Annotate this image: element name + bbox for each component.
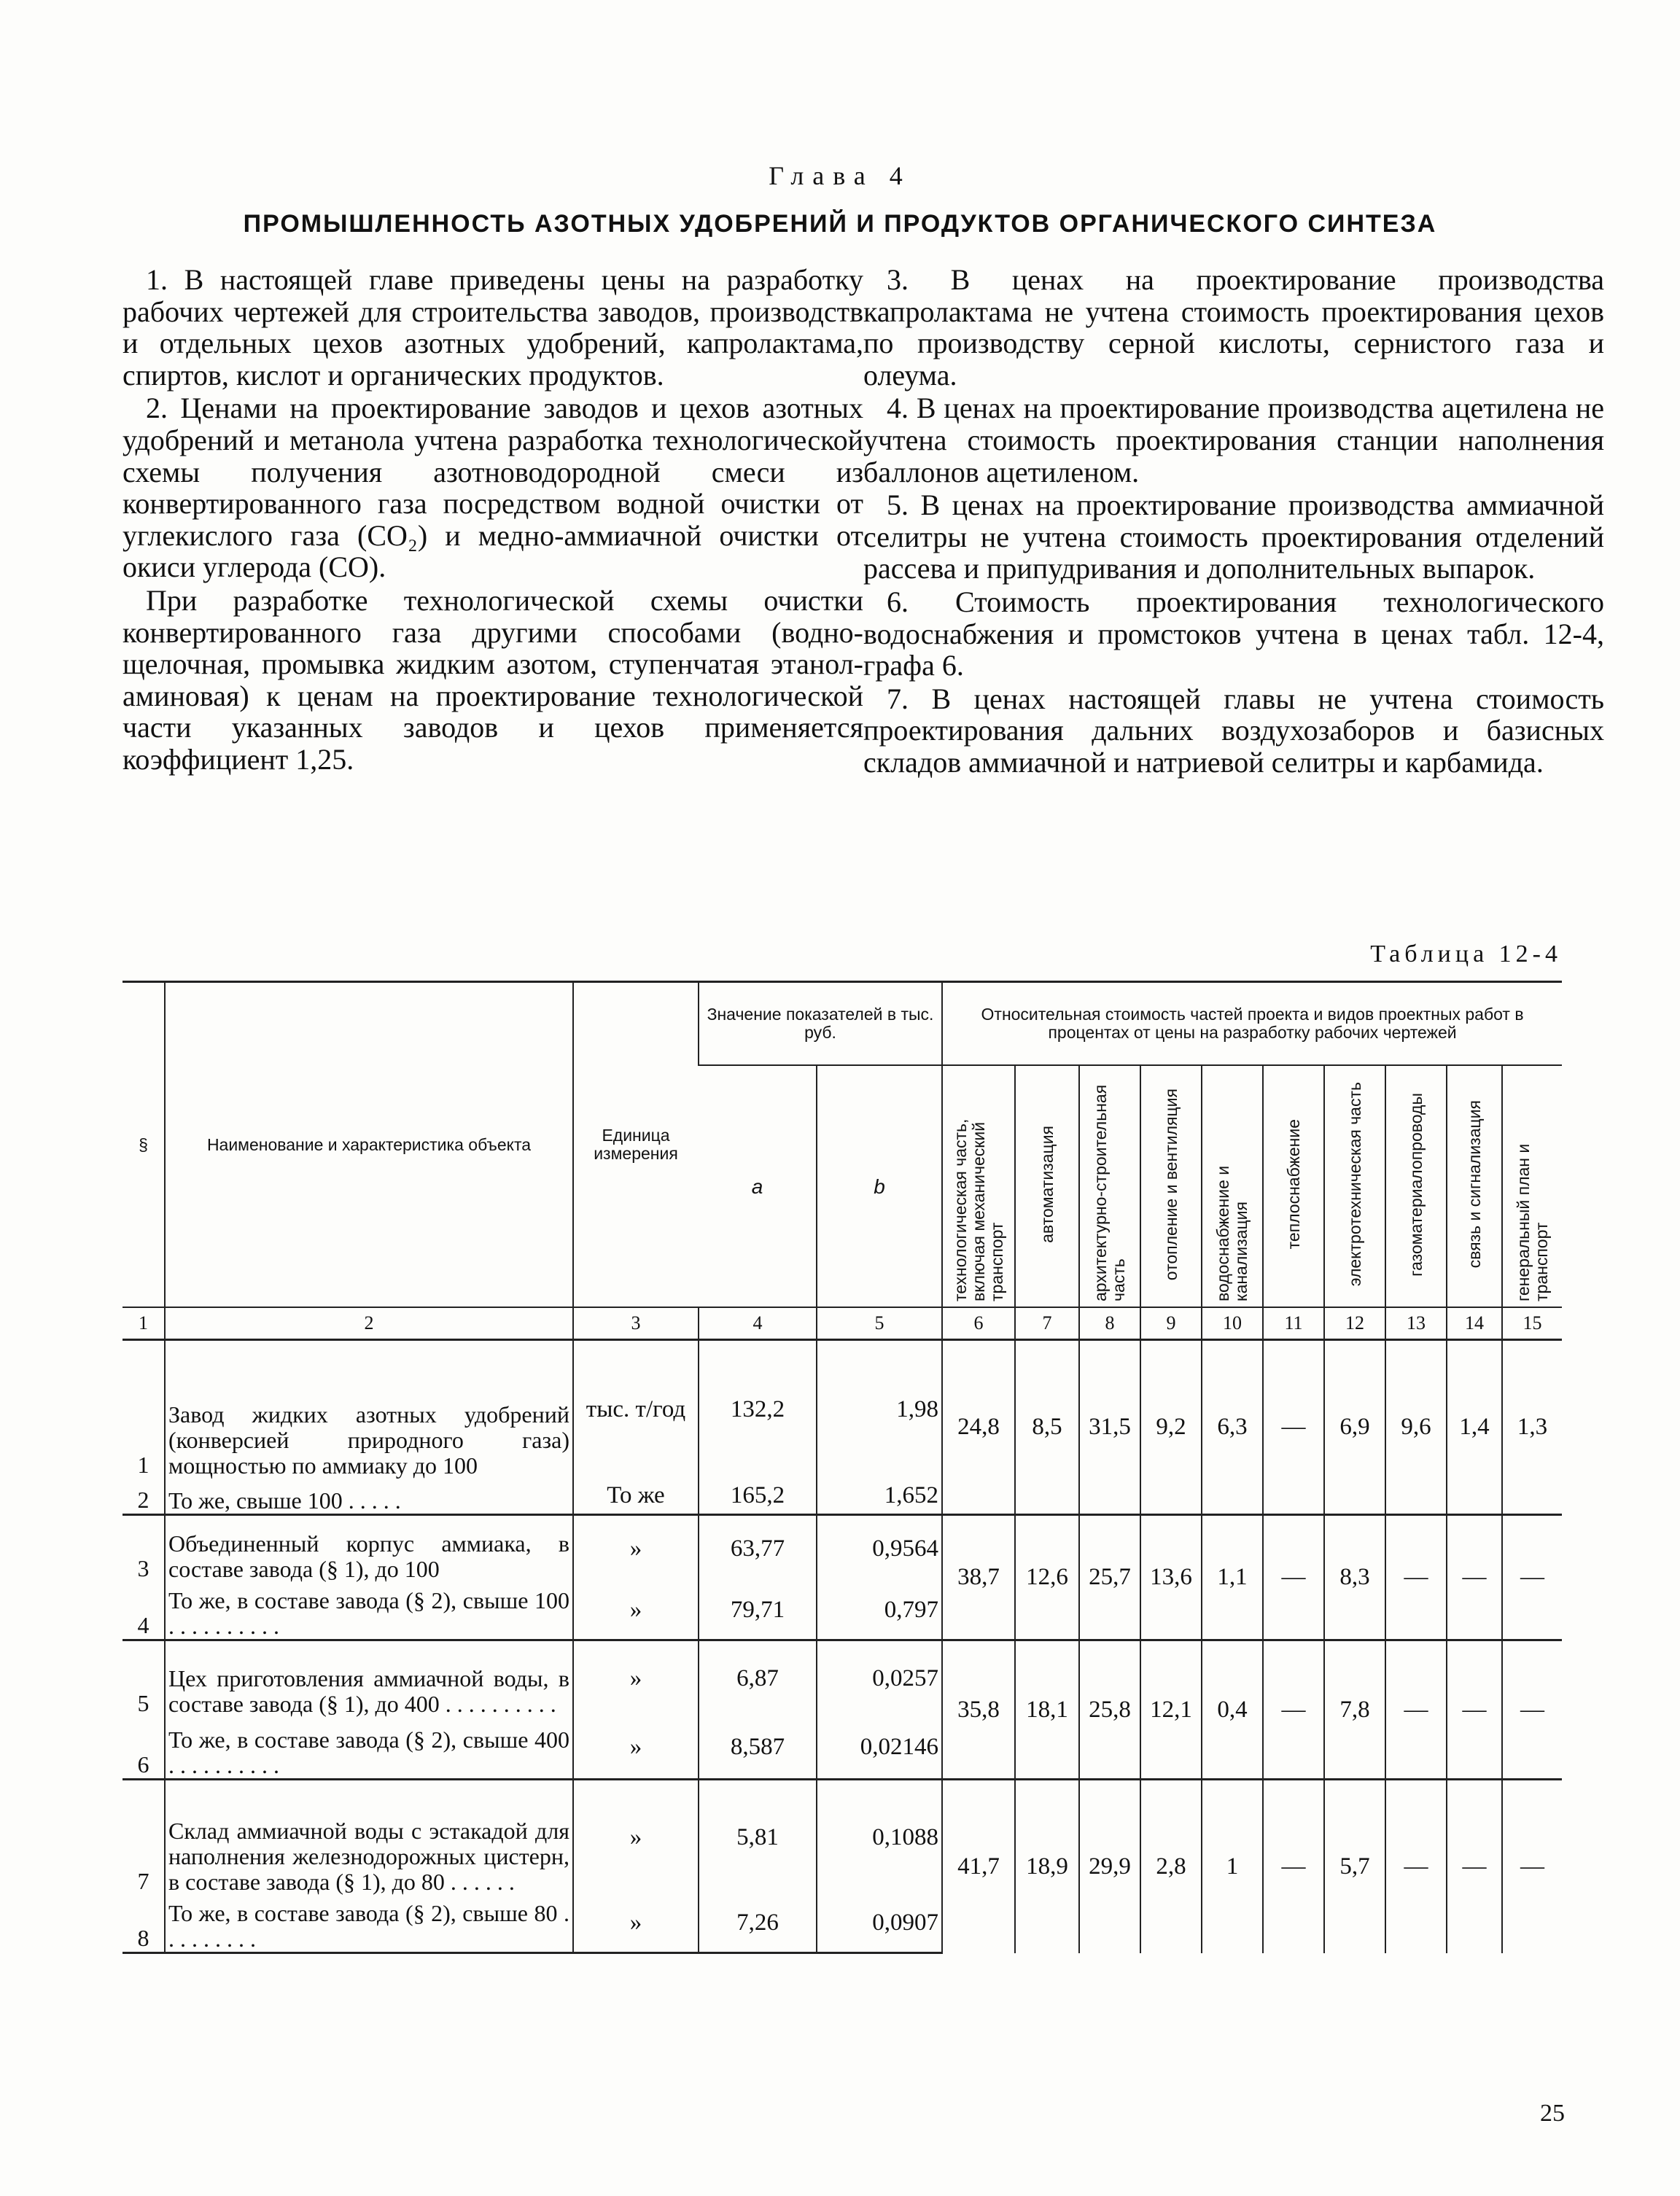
share-value: — [1447,1780,1502,1953]
row-name: То же, в составе завода (§ 2), свыше 400 . . . . . . . . . . [165,1717,573,1780]
share-value: 7,8 [1324,1640,1385,1780]
header-share: генеральный план и транспорт [1513,1143,1551,1301]
share-value: 35,8 [942,1640,1015,1780]
share-value: — [1385,1780,1447,1953]
share-value: 25,7 [1079,1515,1140,1640]
table-row [122,1340,1562,1479]
header-share: связь и сигнализация [1464,1100,1484,1269]
header-share: газоматериалопроводы [1406,1092,1426,1277]
share-value: — [1385,1515,1447,1640]
column-number: 1 [122,1307,165,1340]
row-section: 8 [122,1895,165,1953]
row-unit: » [573,1515,699,1582]
row-section: 6 [137,1751,149,1778]
share-value: 29,9 [1079,1780,1140,1953]
table-body [122,1340,1562,1953]
row-unit: тыс. т/год [573,1340,699,1479]
column-number: 8 [1079,1307,1140,1340]
row-value-b: 0,0257 [817,1640,942,1717]
share-value: 18,9 [1015,1780,1079,1953]
header-unit: Единица измерения [573,982,699,1308]
table-row [122,1640,1562,1717]
table-row [122,1780,1562,1895]
share-value: 6,3 [1202,1340,1263,1515]
row-unit: » [573,1640,699,1717]
row-value-a: 79,71 [699,1582,817,1640]
row-unit: » [573,1895,699,1953]
paragraph: 5. В ценах на проектирование производства аммиачной селитры не учтена стоимость проектирования отделений рассева и припудривания и дополнительных выпарок. [863,488,1604,585]
row-section: 1 [122,1340,165,1479]
page-number: 25 [1540,2100,1565,2127]
row-section: 4 [137,1612,149,1638]
share-value: 9,2 [1140,1340,1202,1515]
share-value: 1,1 [1202,1515,1263,1640]
row-value-a: 7,26 [699,1895,817,1953]
header-shares-group: Относительная стоимость частей проекта и видов проектных работ в процентах от цены на разработку рабочих чертежей [942,982,1562,1066]
share-value: 38,7 [942,1515,1015,1640]
header-b: b [817,1065,942,1307]
share-value: — [1502,1780,1562,1953]
row-value-b: 0,797 [817,1582,942,1640]
share-value: 9,6 [1385,1340,1447,1515]
share-value: 1,3 [1502,1340,1562,1515]
share-value: 18,1 [1015,1640,1079,1780]
paragraph: 2. Ценами на проектирование заводов и цехов азотных удобрений и метанола учтена разработка технологической схемы получения азотноводородной смеси из конвертированного газа посредством водной очистки от углекислого газа (CO₂) и медно-аммиачной очистки от окиси углерода (CO). [122,392,863,584]
row-value-a: 132,2 [699,1340,817,1479]
paragraph: 7. В ценах настоящей главы не учтена стоимость проектирования дальних воздухозаборов и базисных складов аммиачной и натриевой селитры и карбамида. [863,682,1604,779]
text-column-left [122,264,863,777]
header-a: a [751,1175,763,1198]
header-share: архитектурно-строительная часть [1091,1084,1129,1301]
share-value: — [1502,1640,1562,1780]
share-value: 0,4 [1202,1640,1263,1780]
column-number: 15 [1502,1307,1562,1340]
header-section: § [122,982,165,1308]
share-value: 31,5 [1079,1340,1140,1515]
row-value-a: 6,87 [699,1640,817,1717]
row-value-b: 1,652 [817,1479,942,1515]
row-value-b: 0,9564 [817,1515,942,1582]
row-value-a: 5,81 [699,1780,817,1895]
header-name: Наименование и характеристика объекта [165,982,573,1308]
header-share: электротехническая часть [1345,1082,1364,1287]
row-name: Объединенный корпус аммиака, в составе завода (§ 1), до 100 [165,1515,573,1582]
share-value: — [1447,1515,1502,1640]
column-number: 11 [1263,1307,1324,1340]
row-section: 3 [122,1515,165,1582]
share-value: — [1263,1340,1324,1515]
header-values-group: Значение показателей в тыс. руб. [699,982,942,1066]
row-unit: То же [573,1479,699,1515]
paragraph: 1. В настоящей главе приведены цены на разработку рабочих чертежей для строительства заводов, производств и отдельных цехов азотных удобрений, капролактама, спиртов, кислот и органических продуктов. [122,263,863,392]
share-value: — [1385,1640,1447,1780]
share-value: — [1263,1640,1324,1780]
chapter-title: ПРОМЫШЛЕННОСТЬ АЗОТНЫХ УДОБРЕНИЙ И ПРОДУКТОВ ОРГАНИЧЕСКОГО СИНТЕЗА [243,210,1437,238]
header-share: технологическая часть, включая механический транспорт [950,1118,1006,1301]
header-share: теплоснабжение [1283,1119,1303,1250]
row-value-a: 165,2 [699,1479,817,1515]
row-value-a: 8,587 [699,1717,817,1780]
column-numbers-row [122,1307,1562,1340]
header-share: отопление и вентиляция [1161,1088,1181,1281]
share-value: 6,9 [1324,1340,1385,1515]
row-value-b: 0,02146 [817,1717,942,1780]
share-value: 12,6 [1015,1515,1079,1640]
price-table [122,981,1562,1954]
row-section: 2 [137,1487,149,1513]
share-value: 25,8 [1079,1640,1140,1780]
share-value: 8,3 [1324,1515,1385,1640]
row-value-b: 0,1088 [817,1780,942,1895]
column-number: 5 [817,1307,942,1340]
row-name: Завод жидких азотных удобрений (конверсией природного газа) мощностью по аммиаку до 100 [165,1340,573,1479]
share-value: — [1447,1640,1502,1780]
column-number: 2 [165,1307,573,1340]
text-column-right [863,264,1604,780]
row-name: То же, в составе завода (§ 2), свыше 100 . . . . . . . . . . [165,1582,573,1640]
chapter-label: Глава 4 [769,161,911,190]
row-name: Склад аммиачной воды с эстакадой для наполнения железнодорожных цистерн, в составе завода (§ 1), до 80 . . . . . . [165,1780,573,1895]
share-value: 24,8 [942,1340,1015,1515]
column-number: 10 [1202,1307,1263,1340]
column-number: 7 [1015,1307,1079,1340]
share-value: 12,1 [1140,1640,1202,1780]
share-value: — [1502,1515,1562,1640]
share-value: — [1263,1515,1324,1640]
row-value-a: 63,77 [699,1515,817,1582]
row-unit: » [573,1717,699,1780]
column-number: 12 [1324,1307,1385,1340]
table-caption: Таблица 12-4 [1370,941,1562,967]
column-number: 6 [942,1307,1015,1340]
row-section: 5 [122,1640,165,1717]
row-name: То же, в составе завода (§ 2), свыше 80 . . . . . . . . . [165,1895,573,1953]
column-number: 4 [699,1307,817,1340]
row-name: Цех приготовления аммиачной воды, в составе завода (§ 1), до 400 . . . . . . . . . . [165,1640,573,1717]
share-value: 1 [1202,1780,1263,1953]
paragraph: При разработке технологической схемы очистки конвертированного газа другими способами (водно-щелочная, промывка жидким азотом, ступенчатая этанол-аминовая) к ценам на проектирование технологической части указанных заводов и цехов применяется коэффициент 1,25. [122,583,863,776]
column-number: 13 [1385,1307,1447,1340]
paragraph: 4. В ценах на проектирование производства ацетилена не учтена стоимость проектирования станции наполнения баллонов ацетиленом. [863,392,1604,488]
column-number: 3 [573,1307,699,1340]
paragraph: 6. Стоимость проектирования технологического водоснабжения и промстоков учтена в ценах табл. 12-4, графа 6. [863,585,1604,682]
row-value-b: 1,98 [817,1340,942,1479]
column-number: 14 [1447,1307,1502,1340]
row-unit: » [573,1780,699,1895]
header-share: водоснабжение и канализация [1213,1165,1251,1301]
row-value-b: 0,0907 [817,1895,942,1953]
row-section: 7 [122,1780,165,1895]
share-value: — [1263,1780,1324,1953]
share-value: 41,7 [942,1780,1015,1953]
share-value: 8,5 [1015,1340,1079,1515]
row-name: То же, свыше 100 . . . . . [165,1479,573,1515]
share-value: 5,7 [1324,1780,1385,1953]
share-value: 1,4 [1447,1340,1502,1515]
share-value: 2,8 [1140,1780,1202,1953]
column-number: 9 [1140,1307,1202,1340]
row-unit: » [573,1582,699,1640]
table-row [122,1515,1562,1582]
header-share: автоматизация [1037,1126,1057,1243]
share-value: 13,6 [1140,1515,1202,1640]
paragraph: 3. В ценах на проектирование производства капролактама не учтена стоимость проектирования цехов по производству серной кислоты, сернистого газа и олеума. [863,263,1604,392]
